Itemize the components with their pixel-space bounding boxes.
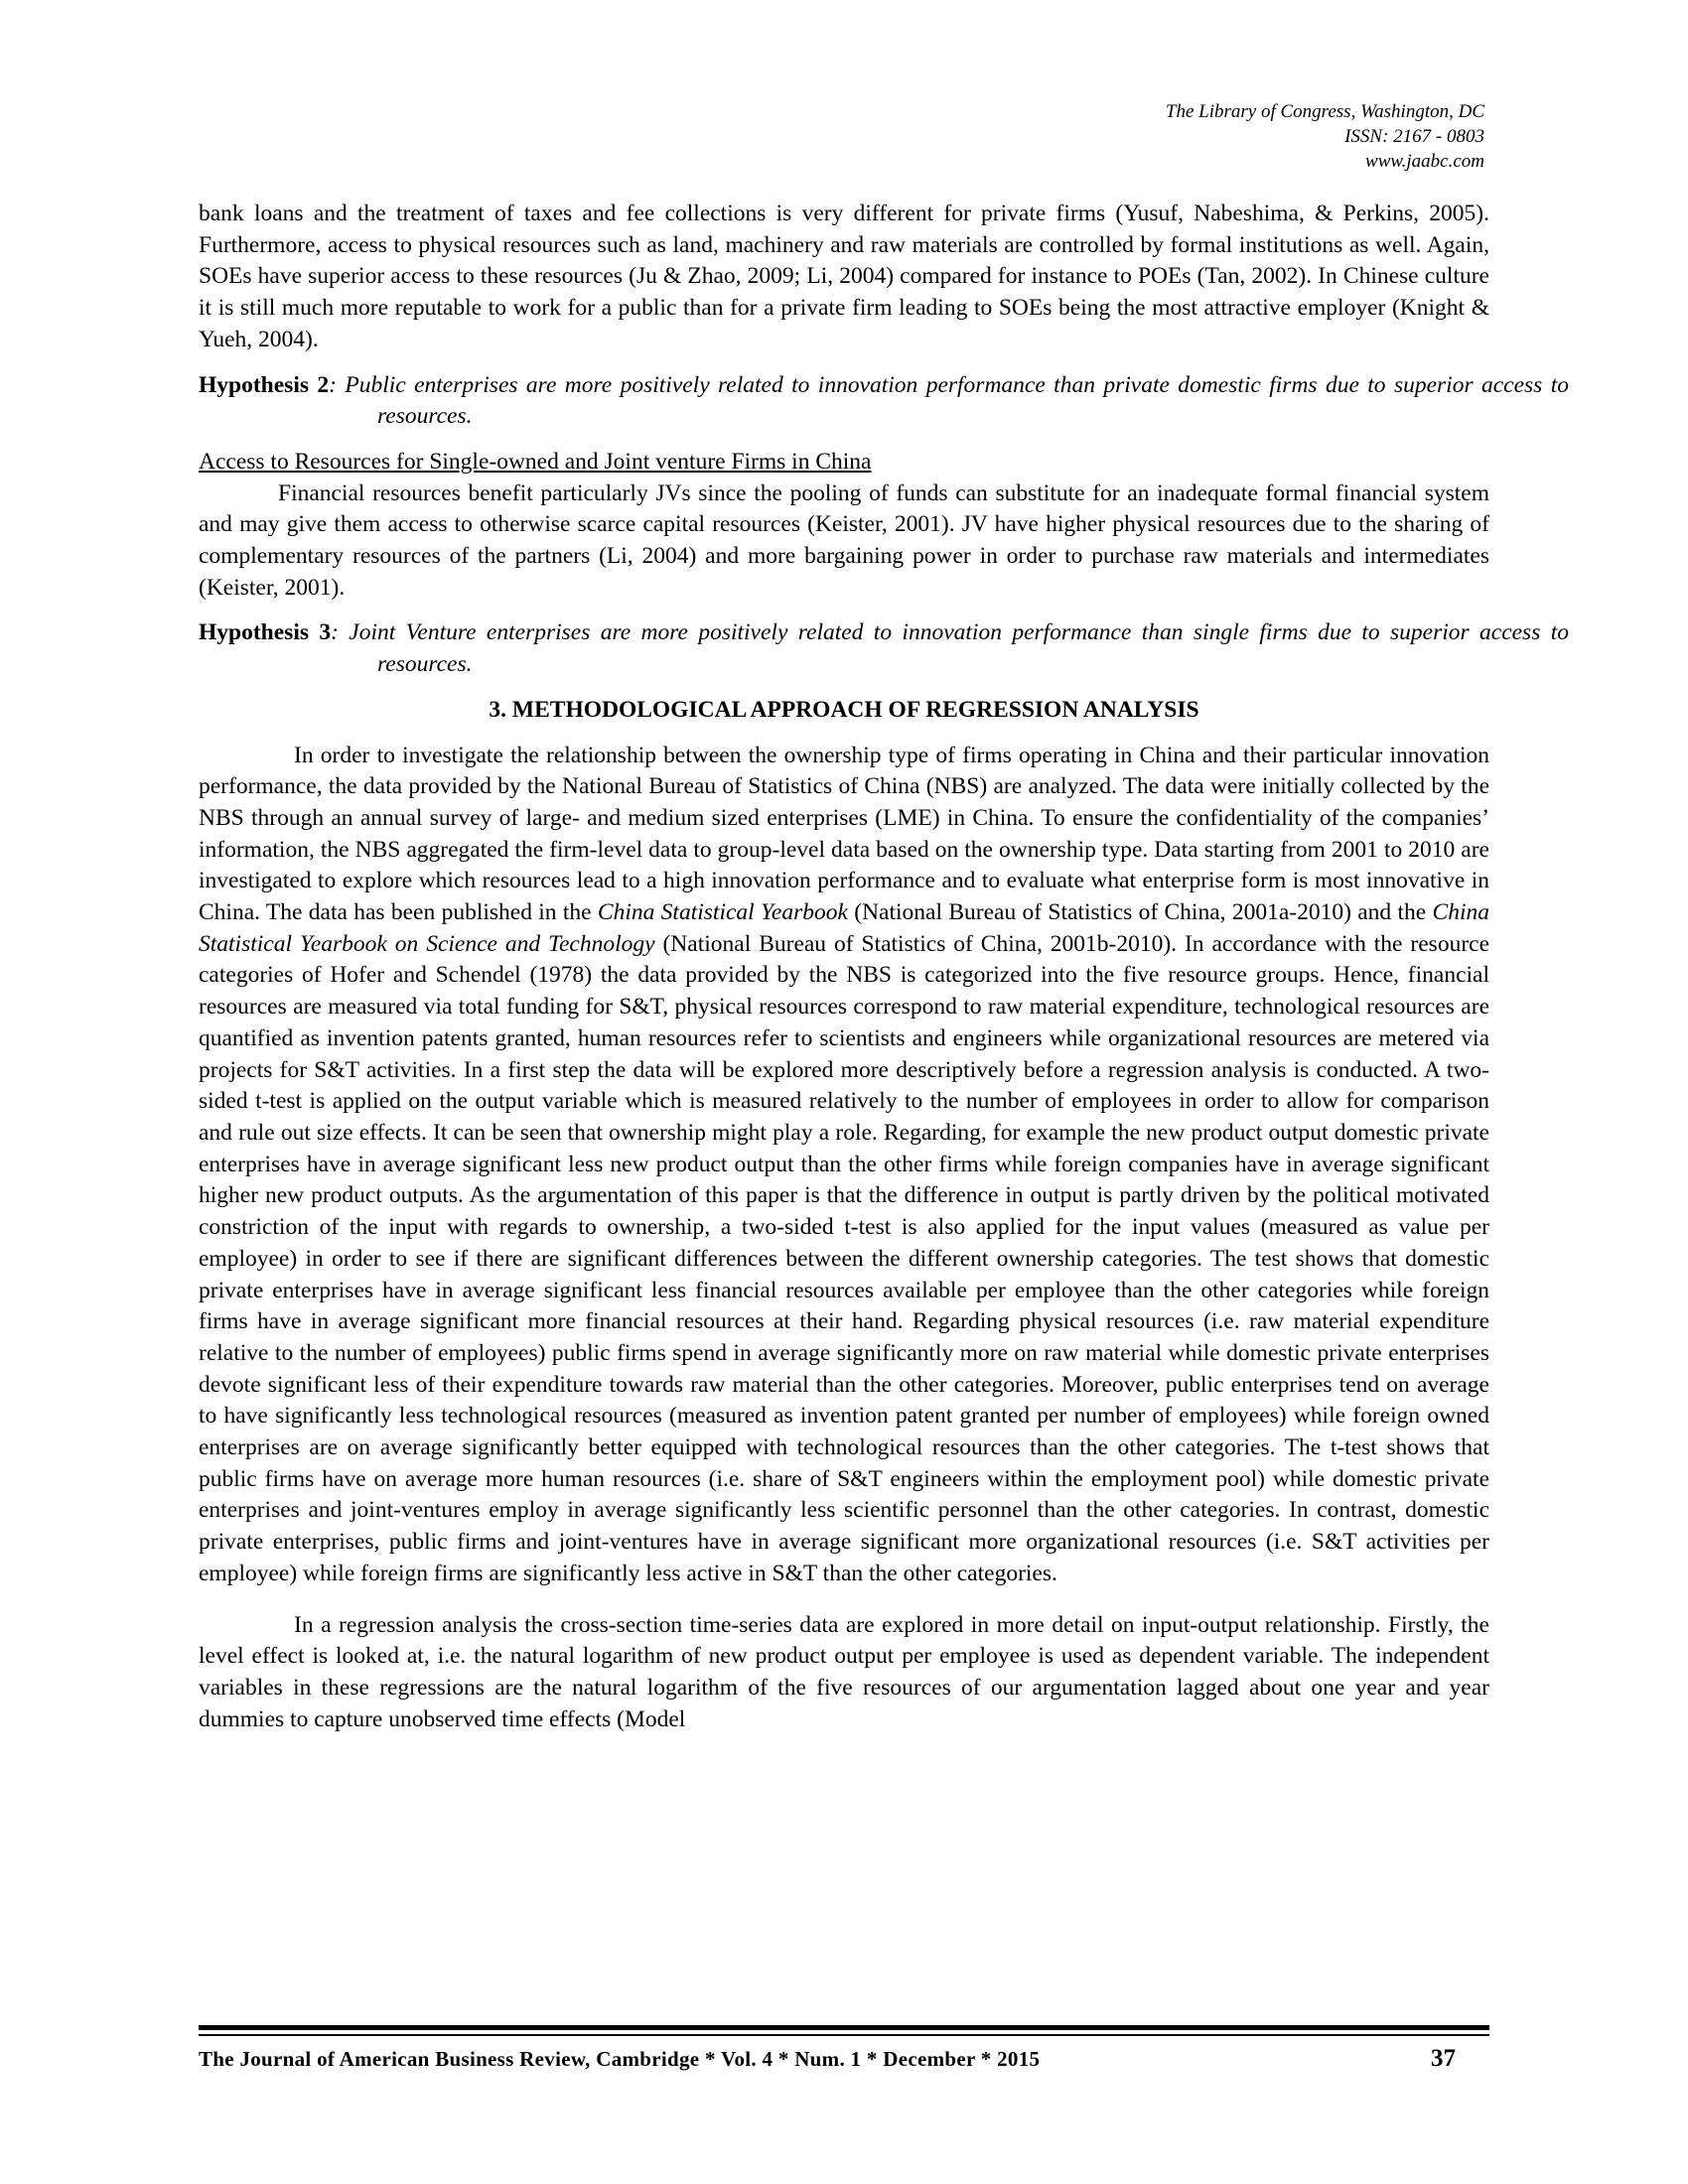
paragraph-3-title-1: China Statistical Yearbook bbox=[597, 899, 848, 926]
running-header bbox=[1166, 99, 1484, 174]
section-title: 3. METHODOLOGICAL APPROACH OF REGRESSION ANALYSIS bbox=[489, 696, 1199, 723]
paragraph-2: Financial resources benefit particularly JVs since the pooling of funds can substitute for an inadequate formal financial system and may give them access to otherwise scarce capital resources (Keister, 2001). JV have higher physical resources due to the sharing of complementary resources of the partners (Li, 2004) and more bargaining power in order to purchase raw materials and intermediates (Keister, 2001). bbox=[199, 479, 1489, 601]
paragraph-3-part-c: (National Bureau of Statistics of China, 2001b-2010). In accordance with the resource categories of Hofer and Schendel (1978) the data provided by the NBS is categorized into the five resource groups. Hence, financial resources are measured via total funding for S&T, physical resources correspond to raw material expenditure, technological resources are quantified as invention patents granted, human resources refer to scientists and engineers while organizational resources are metered via projects for S&T activities. In a first step the data will be explored more descriptively before a regression analysis is conducted. A two-sided t-test is applied on the output variable which is measured relatively to the number of employees in order to allow for comparison and rule out size effects. It can be seen that ownership might play a role. Regarding, for example the new product output domestic private enterprises have in average significant less new product output than the other firms while foreign companies have in average significant higher new product outputs. As the argumentation of this paper is that the difference in output is partly driven by the political motivated constriction of the input with regards to ownership, a two-sided t-test is also applied for the input values (measured as value per employee) in order to see if there are significant differences between the different ownership categories. The test shows that domestic private enterprises have in average significant less financial resources available per employee than the other categories while foreign firms have in average significant more financial resources at their hand. Regarding physical resources (i.e. raw material expenditure relative to the number of employees) public firms spend in average significantly more on raw material while domestic private enterprises devote significant less of their expenditure towards raw material than the other categories. Moreover, public enterprises tend on average to have significantly less technological resources (measured as invention patent granted per number of employees) while foreign owned enterprises are on average significantly better equipped with technological resources than the other categories. The t-test shows that public firms have on average more human resources (i.e. share of S&T engineers within the employment pool) while domestic private enterprises and joint-ventures employ in average significantly less scientific personnel than the other categories. In contrast, domestic private enterprises, public firms and joint-ventures have in average significant more organizational resources (i.e. S&T activities per employee) while foreign firms are significantly less active in S&T than the other categories. bbox=[199, 930, 1490, 1586]
header-library: The Library of Congress, Washington, DC bbox=[1165, 101, 1484, 122]
paragraph-4: In a regression analysis the cross-section time-series data are explored in more detail on input-output relationship. Firstly, the level effect is looked at, i.e. the natural logarithm of new product output per employee is used as dependent variable. The independent variables in these regressions are the natural logarithm of the five resources of our argumentation lagged about one year and year dummies to capture unobserved time effects (Model bbox=[199, 1611, 1489, 1732]
footer-rule-thin bbox=[199, 2034, 1489, 2036]
hypothesis-3-text: : Joint Venture enterprises are more positively related to innovation performance than single firms due to superior access to resources. bbox=[331, 619, 1569, 678]
hypothesis-3-label: Hypothesis 3 bbox=[199, 619, 332, 646]
hypothesis-2-text: : Public enterprises are more positively related to innovation performance than private domestic firms due to superior access to resources. bbox=[329, 371, 1569, 430]
header-issn: ISSN: 2167 - 0803 bbox=[1344, 126, 1484, 147]
page-number: 37 bbox=[1431, 2045, 1456, 2072]
paragraph-1: bank loans and the treatment of taxes and fee collections is very different for private firms (Yusuf, Nabeshima, & Perkins, 2005). Furthermore, access to physical resources such as land, machinery and raw materials are controlled by formal institutions as well. Again, SOEs have superior access to these resources (Ju & Zhao, 2009; Li, 2004) compared for instance to POEs (Tan, 2002). In Chinese culture it is still much more reputable to work for a public than for a private firm leading to SOEs being the most attractive employer (Knight & Yueh, 2004). bbox=[199, 201, 1489, 352]
paragraph-3-title-2: China Statistical Yearbook on Science and Technology bbox=[199, 899, 1489, 957]
hypothesis-2-label: Hypothesis 2 bbox=[199, 371, 330, 398]
footer-rule-thick bbox=[199, 2025, 1489, 2030]
hypothesis-3 bbox=[199, 617, 1569, 680]
paragraph-3 bbox=[199, 741, 1489, 1590]
hypothesis-2 bbox=[199, 370, 1569, 433]
subsection-heading: Access to Resources for Single-owned and Joint venture Firms in China bbox=[199, 448, 872, 475]
header-website: www.jaabc.com bbox=[1365, 151, 1484, 172]
paragraph-3-part-b: (National Bureau of Statistics of China, 2001a-2010) and the bbox=[847, 899, 1433, 926]
footer-journal: The Journal of American Business Review, Cambridge * Vol. 4 * Num. 1 * December * 2015 bbox=[199, 2047, 1041, 2071]
body-text bbox=[199, 199, 1569, 1735]
paragraph-3-part-a: In order to investigate the relationship between the ownership type of firms operating in China and their particular innovation performance, the data provided by the National Bureau of Statistics of China (NBS) are analyzed. The data were initially collected by the NBS through an annual survey of large- and medium sized enterprises (LME) in China. To ensure the confidentiality of the companies’ information, the NBS aggregated the firm-level data to group-level data based on the ownership type. Data starting from 2001 to 2010 are investigated to explore which resources lead to a high innovation performance and to evaluate what enterprise form is most innovative in China. The data has been published in the bbox=[199, 742, 1489, 926]
